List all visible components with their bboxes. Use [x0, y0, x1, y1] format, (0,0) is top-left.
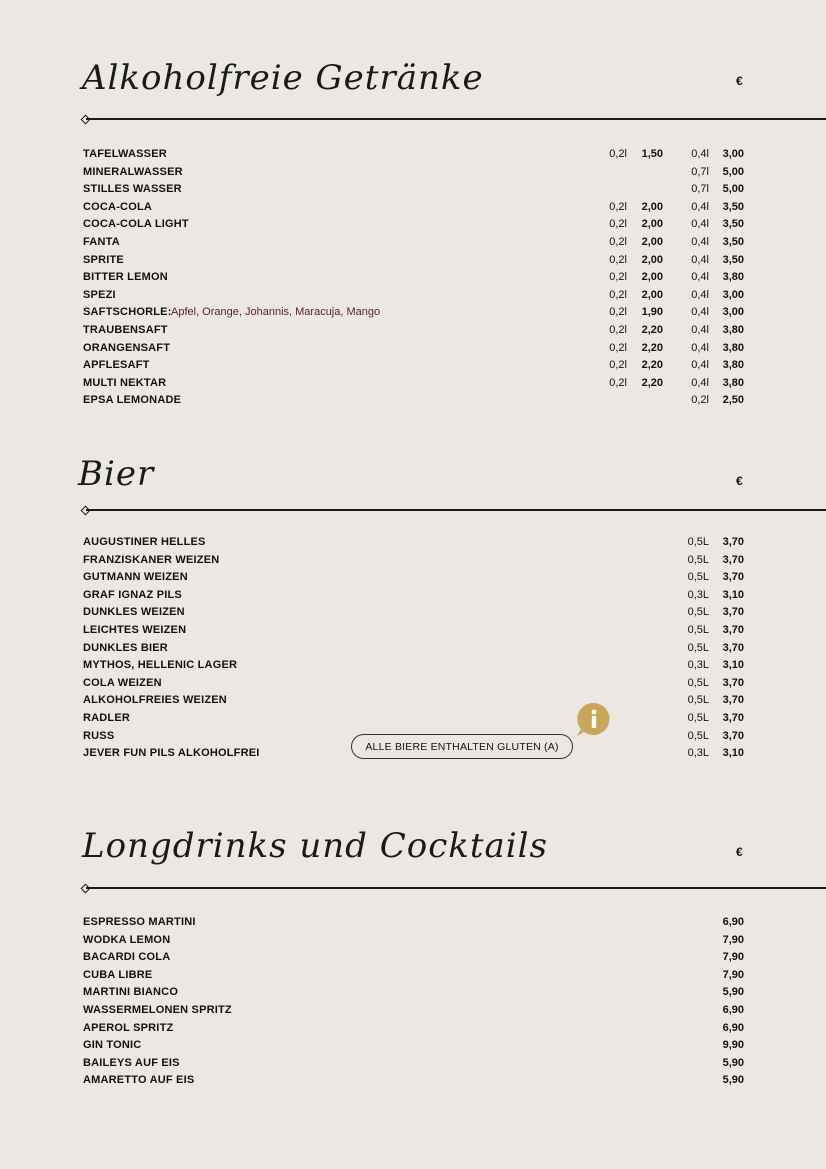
- item-price-large: 2,50: [722, 394, 744, 407]
- item-price-large: 3,50: [722, 236, 744, 248]
- currency-label: €: [736, 845, 743, 859]
- item-price-small: 2,00: [641, 218, 663, 231]
- item-price-large: 9,90: [722, 1039, 744, 1052]
- item-price-large: 3,70: [722, 676, 744, 689]
- item-note: Apfel, Orange, Johannis, Maracuja, Mango: [171, 306, 381, 319]
- item-size-large: 0,4l: [691, 218, 709, 231]
- menu-item-row: [0, 1002, 826, 1019]
- item-price-large: 3,50: [722, 253, 744, 266]
- item-name: ESPRESSO MARTINI: [83, 916, 196, 928]
- item-size-large: 0,5L: [687, 624, 709, 636]
- item-price-large: 3,80: [722, 271, 744, 284]
- section-divider: [86, 118, 826, 120]
- item-price-large: 3,70: [722, 641, 744, 654]
- item-name: MULTI NEKTAR: [83, 376, 167, 389]
- item-size-large: 0,4l: [691, 288, 709, 301]
- item-price-small: 2,20: [641, 376, 663, 389]
- info-icon[interactable]: [575, 701, 612, 738]
- item-size-large: 0,2l: [691, 394, 709, 407]
- item-price-large: 5,90: [722, 1056, 744, 1069]
- item-name: COCA-COLA LIGHT: [83, 218, 189, 231]
- item-price-small: 2,00: [641, 271, 663, 284]
- item-price-large: 3,80: [722, 324, 744, 336]
- item-size-small: 0,2l: [609, 324, 627, 336]
- item-size-small: 0,2l: [609, 148, 627, 160]
- item-size-small: 0,2l: [609, 306, 627, 319]
- item-name: RADLER: [83, 712, 131, 724]
- menu-item-row: [0, 622, 826, 639]
- item-price-large: 5,00: [722, 183, 744, 196]
- menu-item-row: [0, 552, 826, 569]
- item-size-small: 0,2l: [609, 288, 627, 301]
- item-size-large: 0,5L: [687, 606, 709, 619]
- item-name: COLA WEIZEN: [83, 676, 162, 689]
- menu-item-row: [0, 675, 826, 692]
- item-size-large: 0,3L: [687, 747, 709, 760]
- item-name: BAILEYS AUF EIS: [83, 1056, 180, 1069]
- item-size-large: 0,4l: [691, 200, 709, 213]
- item-size-large: 0,4l: [691, 376, 709, 389]
- item-name: TAFELWASSER: [83, 148, 167, 160]
- item-name: FRANZISKANER WEIZEN: [83, 553, 220, 566]
- item-name: WODKA LEMON: [83, 933, 171, 946]
- menu-item-row: [0, 1055, 826, 1072]
- item-size-large: 0,4l: [691, 306, 709, 319]
- item-size-large: 0,5L: [687, 712, 709, 724]
- menu-item-row: [0, 146, 826, 163]
- item-name: MYTHOS, HELLENIC LAGER: [83, 659, 238, 672]
- item-name: ALKOHOLFREIES WEIZEN: [83, 694, 227, 707]
- menu-item-row: [0, 322, 826, 339]
- menu-item-row: [0, 984, 826, 1001]
- item-name: AUGUSTINER HELLES: [83, 536, 206, 548]
- menu-item-row: [0, 357, 826, 374]
- item-size-large: 0,4l: [691, 236, 709, 248]
- item-size-large: 0,4l: [691, 253, 709, 266]
- item-size-large: 0,7l: [691, 183, 709, 196]
- item-name: GIN TONIC: [83, 1039, 142, 1052]
- item-name: SPEZI: [83, 288, 116, 301]
- item-price-large: 5,00: [722, 165, 744, 178]
- item-size-small: 0,2l: [609, 376, 627, 389]
- item-name: GUTMANN WEIZEN: [83, 571, 188, 584]
- item-price-small: 2,00: [641, 253, 663, 266]
- item-price-large: 6,90: [722, 1021, 744, 1034]
- item-price-small: 1,90: [641, 306, 663, 319]
- item-name: DUNKLES BIER: [83, 641, 168, 654]
- item-price-large: 7,90: [722, 951, 744, 964]
- item-name: GRAF IGNAZ PILS: [83, 588, 182, 601]
- item-price-large: 3,80: [722, 341, 744, 354]
- item-size-large: 0,4l: [691, 271, 709, 284]
- item-size-small: 0,2l: [609, 359, 627, 372]
- currency-label: €: [736, 74, 743, 88]
- item-price-small: 2,00: [641, 200, 663, 213]
- item-size-large: 0,4l: [691, 148, 709, 160]
- item-price-large: 3,00: [722, 148, 744, 160]
- menu-item-row: [0, 967, 826, 984]
- menu-item-row: [0, 392, 826, 409]
- item-price-large: 3,70: [722, 624, 744, 636]
- menu-item-row: [0, 949, 826, 966]
- item-name: TRAUBENSAFT: [83, 324, 168, 336]
- item-size-large: 0,3L: [687, 588, 709, 601]
- item-price-small: 2,20: [641, 324, 663, 336]
- item-size-large: 0,4l: [691, 359, 709, 372]
- section-divider: [86, 887, 826, 889]
- item-size-large: 0,4l: [691, 341, 709, 354]
- menu-item-row: [0, 657, 826, 674]
- item-price-large: 6,90: [722, 916, 744, 928]
- item-name: WASSERMELONEN SPRITZ: [83, 1004, 232, 1016]
- item-size-large: 0,5L: [687, 536, 709, 548]
- item-price-small: 1,50: [641, 148, 663, 160]
- menu-item-row: [0, 932, 826, 949]
- menu-item-row: [0, 1020, 826, 1037]
- item-price-large: 3,80: [722, 359, 744, 372]
- menu-item-row: [0, 587, 826, 604]
- menu-item-row: [0, 604, 826, 621]
- menu-item-row: [0, 1072, 826, 1089]
- item-price-large: 3,70: [722, 694, 744, 707]
- item-price-small: 2,00: [641, 236, 663, 248]
- item-price-large: 3,10: [722, 588, 744, 601]
- item-price-large: 3,70: [722, 536, 744, 548]
- item-size-large: 0,5L: [687, 641, 709, 654]
- item-name: SAFTSCHORLE:: [83, 306, 172, 319]
- section-heading: Longdrinks und Cocktails: [82, 826, 548, 866]
- item-price-large: 3,00: [722, 288, 744, 301]
- item-size-large: 0,7l: [691, 165, 709, 178]
- section-heading: Alkoholfreie Getränke: [82, 58, 484, 98]
- item-name: STILLES WASSER: [83, 183, 182, 196]
- item-name: SPRITE: [83, 253, 124, 266]
- menu-item-row: [0, 199, 826, 216]
- item-price-large: 3,50: [722, 218, 744, 231]
- menu-item-row: [0, 216, 826, 233]
- item-name: AMARETTO AUF EIS: [83, 1074, 195, 1087]
- item-price-large: 3,50: [722, 200, 744, 213]
- item-name: APEROL SPRITZ: [83, 1021, 174, 1034]
- item-price-large: 3,00: [722, 306, 744, 319]
- item-price-large: 3,70: [722, 606, 744, 619]
- item-size-small: 0,2l: [609, 236, 627, 248]
- item-name: BACARDI COLA: [83, 951, 171, 964]
- item-name: DUNKLES WEIZEN: [83, 606, 185, 619]
- menu-item-row: [0, 710, 826, 727]
- item-price-large: 3,70: [722, 729, 744, 742]
- item-size-small: 0,2l: [609, 341, 627, 354]
- item-price-small: 2,20: [641, 359, 663, 372]
- item-price-large: 6,90: [722, 1004, 744, 1016]
- item-price-large: 3,70: [722, 712, 744, 724]
- item-name: FANTA: [83, 236, 120, 248]
- item-price-large: 3,10: [722, 747, 744, 760]
- item-price-small: 2,20: [641, 341, 663, 354]
- item-size-large: 0,4l: [691, 324, 709, 336]
- menu-item-row: [0, 914, 826, 931]
- item-price-large: 3,70: [722, 571, 744, 584]
- item-name: EPSA LEMONADE: [83, 394, 182, 407]
- item-name: APFLESAFT: [83, 359, 150, 372]
- menu-item-row: [0, 181, 826, 198]
- menu-item-row: [0, 375, 826, 392]
- item-price-large: 3,80: [722, 376, 744, 389]
- item-size-large: 0,3L: [687, 659, 709, 672]
- gluten-notice: ALLE BIERE ENTHALTEN GLUTEN (A): [351, 734, 573, 759]
- item-size-large: 0,5L: [687, 676, 709, 689]
- item-price-large: 3,10: [722, 659, 744, 672]
- item-price-large: 7,90: [722, 968, 744, 981]
- item-name: RUSS: [83, 729, 115, 742]
- menu-item-row: [0, 164, 826, 181]
- item-size-small: 0,2l: [609, 271, 627, 284]
- item-size-small: 0,2l: [609, 200, 627, 213]
- item-size-large: 0,5L: [687, 729, 709, 742]
- item-size-large: 0,5L: [687, 694, 709, 707]
- item-price-large: 5,90: [722, 986, 744, 999]
- menu-item-row: [0, 287, 826, 304]
- menu-item-row: [0, 269, 826, 286]
- item-name: BITTER LEMON: [83, 271, 168, 284]
- menu-item-row: [0, 692, 826, 709]
- item-size-large: 0,5L: [687, 571, 709, 584]
- menu-item-row: [0, 340, 826, 357]
- menu-item-row: [0, 569, 826, 586]
- item-size-large: 0,5L: [687, 553, 709, 566]
- item-name: ORANGENSAFT: [83, 341, 171, 354]
- item-name: JEVER FUN PILS ALKOHOLFREI: [83, 747, 260, 760]
- item-name: COCA-COLA: [83, 200, 153, 213]
- menu-item-row: [0, 1037, 826, 1054]
- item-price-large: 7,90: [722, 933, 744, 946]
- item-name: MARTINI BIANCO: [83, 986, 179, 999]
- item-size-small: 0,2l: [609, 218, 627, 231]
- item-size-small: 0,2l: [609, 253, 627, 266]
- item-price-small: 2,00: [641, 288, 663, 301]
- menu-item-row: [0, 304, 826, 321]
- menu-item-row: [0, 252, 826, 269]
- item-price-large: 3,70: [722, 553, 744, 566]
- item-name: CUBA LIBRE: [83, 968, 153, 981]
- item-name: LEICHTES WEIZEN: [83, 624, 187, 636]
- item-name: MINERALWASSER: [83, 165, 183, 178]
- menu-item-row: [0, 234, 826, 251]
- menu-item-row: [0, 534, 826, 551]
- item-price-large: 5,90: [722, 1074, 744, 1087]
- currency-label: €: [736, 474, 743, 488]
- menu-item-row: [0, 640, 826, 657]
- section-divider: [86, 509, 826, 511]
- section-heading: Bier: [78, 454, 155, 494]
